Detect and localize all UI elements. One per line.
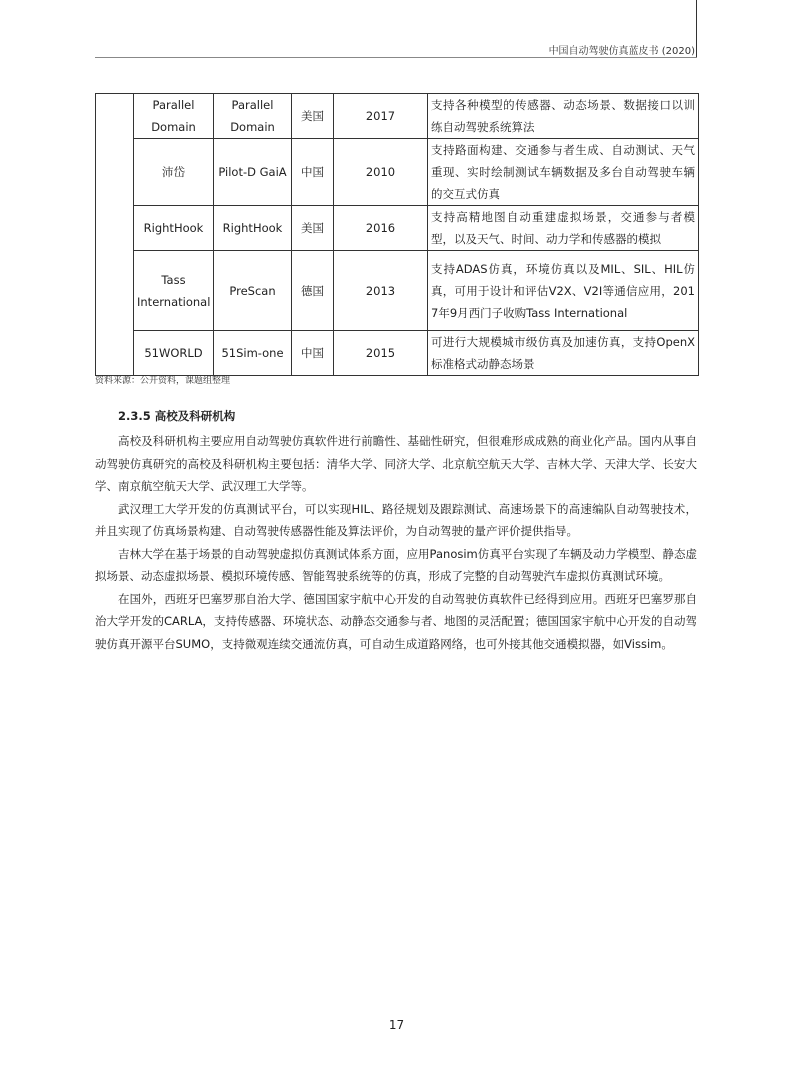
description-cell: 支持ADAS仿真，环境仿真以及MIL、SIL、HIL仿真，可用于设计和评估V2X、V2I等通信应用，2017年9月西门子收购Tass International [428,251,699,331]
description-cell: 支持路面构建、交通参与者生成、自动测试、天气重现、实时绘制测试车辆数据及多台自动驾驶车辆的交互式仿真 [428,139,699,206]
description-cell: 支持高精地图自动重建虚拟场景，交通参与者模型，以及天气、时间、动力学和传感器的模拟 [428,206,699,251]
country-cell: 美国 [292,94,334,139]
paragraph: 高校及科研机构主要应用自动驾驶仿真软件进行前瞻性、基础性研究，但很难形成成熟的商业化产品。国内从事自动驾驶仿真研究的高校及科研机构主要包括：清华大学、同济大学、北京航空航天大学、吉林大学、天津大学、长安大学、南京航空航天大学、武汉理工大学等。 [95,434,697,493]
company-cell: Parallel Domain [134,94,214,139]
table-row [96,206,699,251]
header-rule [95,57,697,58]
table-row [96,331,699,376]
product-cell: RightHook [214,206,292,251]
description-cell: 支持各种模型的传感器、动态场景、数据接口以训练自动驾驶系统算法 [428,94,699,139]
paragraph: 在国外，西班牙巴塞罗那自治大学、德国国家宇航中心开发的自动驾驶仿真软件已经得到应用。西班牙巴塞罗那自治大学开发的CARLA，支持传感器、环境状态、动静态交通参与者、地图的灵活配置；德国国家宇航中心开发的自动驾驶仿真开源平台SUMO，支持微观连续交通流仿真，可自动生成道路网络，也可外接其他交通模拟器，如Vissim。 [95,591,697,651]
year-cell: 2016 [334,206,428,251]
section-heading: 2.3.5 高校及科研机构 [118,409,236,423]
year-cell: 2013 [334,251,428,331]
body-text [95,430,697,655]
category-cell [96,94,134,376]
country-cell: 德国 [292,251,334,331]
country-cell: 中国 [292,139,334,206]
table-source-note: 资料来源：公开资料，课题组整理 [95,376,231,386]
company-cell: 沛岱 [134,139,214,206]
company-cell: 51WORLD [134,331,214,376]
country-cell: 中国 [292,331,334,376]
table-row [96,251,699,331]
year-cell: 2015 [334,331,428,376]
page-number: 17 [388,1018,405,1032]
company-cell: RightHook [134,206,214,251]
product-cell: PreScan [214,251,292,331]
table-row [96,139,699,206]
year-cell: 2010 [334,139,428,206]
simulation-software-table [95,93,699,376]
header-vertical-rule [696,0,697,58]
year-cell: 2017 [334,94,428,139]
product-cell: Parallel Domain [214,94,292,139]
table-row [96,94,699,139]
paragraph: 吉林大学在基于场景的自动驾驶虚拟仿真测试体系方面，应用Panosim仿真平台实现了车辆及动力学模型、静态虚拟场景、动态虚拟场景、模拟环境传感、智能驾驶系统等的仿真，形成了完整的自动驾驶汽车虚拟仿真测试环境。 [95,546,697,583]
product-cell: Pilot-D GaiA [214,139,292,206]
running-header: 中国自动驾驶仿真蓝皮书 (2020) [548,46,695,57]
product-cell: 51Sim-one [214,331,292,376]
company-cell: Tass International [134,251,214,331]
country-cell: 美国 [292,206,334,251]
paragraph: 武汉理工大学开发的仿真测试平台，可以实现HIL、路径规划及跟踪测试、高速场景下的高速编队自动驾驶技术，并且实现了仿真场景构建、自动驾驶传感器性能及算法评价，为自动驾驶的量产评价提供指导。 [95,501,697,538]
description-cell: 可进行大规模城市级仿真及加速仿真，支持OpenX标准格式动静态场景 [428,331,699,376]
